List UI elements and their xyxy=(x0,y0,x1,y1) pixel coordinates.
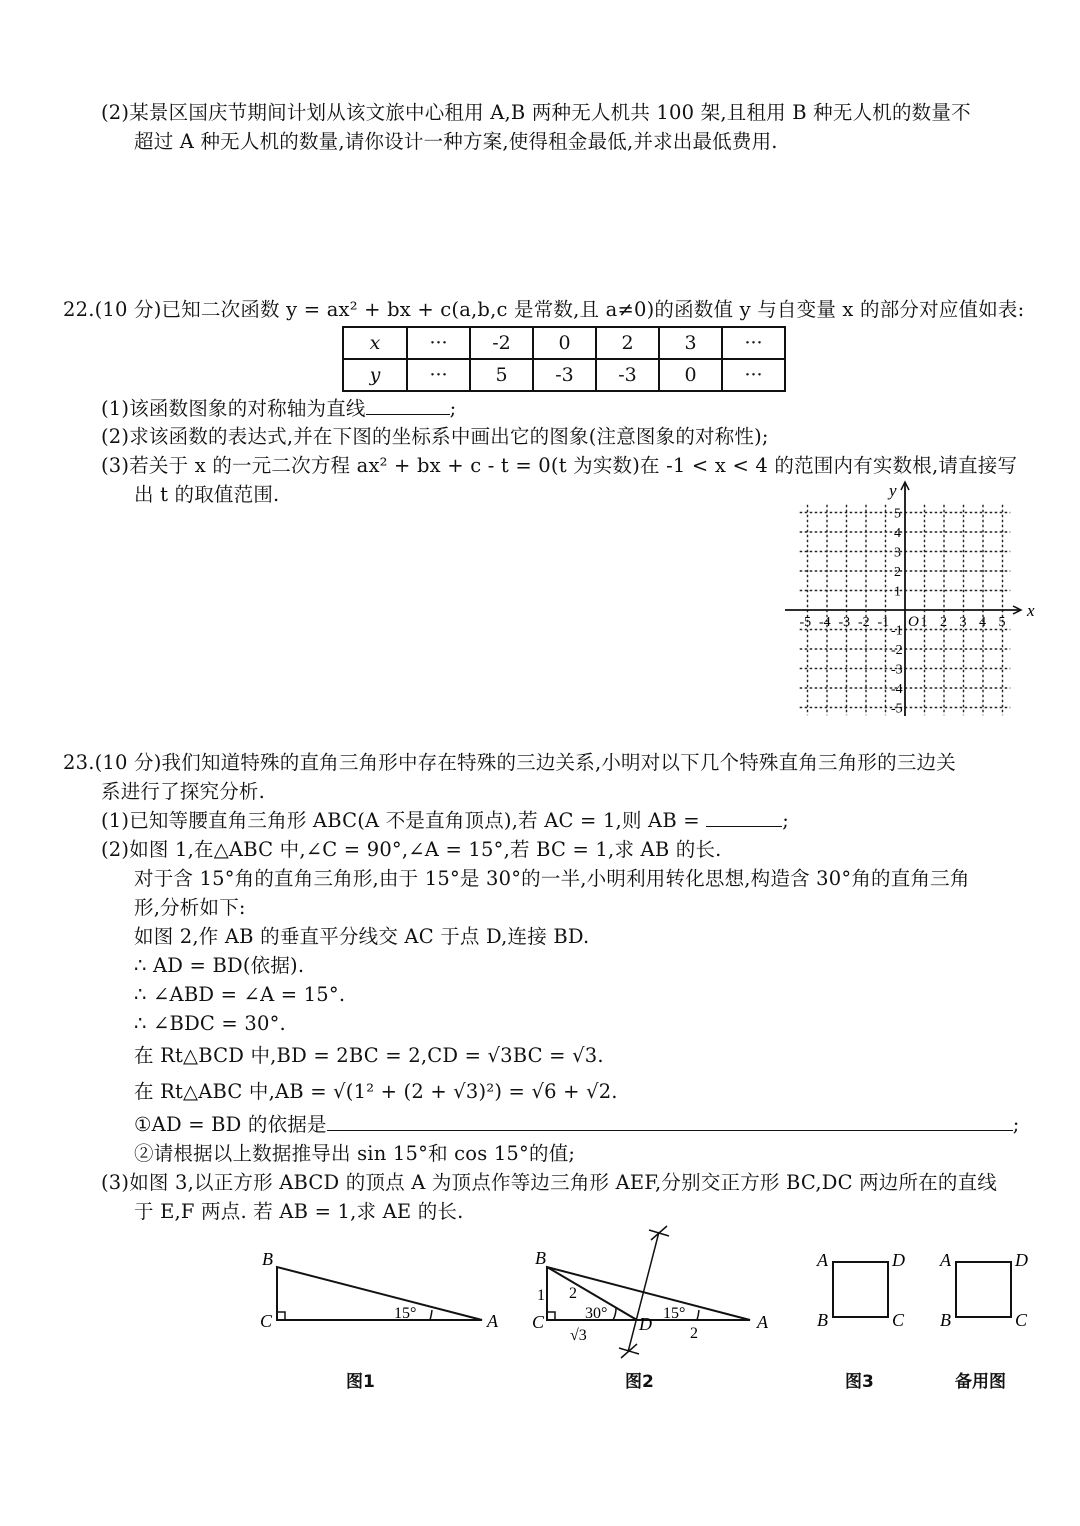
q22-stem: 22.(10 分)已知二次函数 y = ax² + bx + c(a,b,c 是常数,且 a≠0)的函数值 y 与自变量 x 的部分对应值如表: xyxy=(63,298,1025,321)
vertex-c-label: C xyxy=(1015,1310,1028,1330)
square-abcd xyxy=(833,1262,888,1317)
vertex-a-label: A xyxy=(817,1250,828,1270)
table-cell: x xyxy=(343,327,407,359)
table-cell: -3 xyxy=(596,359,659,391)
answer-blank[interactable] xyxy=(327,1112,1013,1131)
vertex-a-label: A xyxy=(487,1311,498,1331)
angle-30-label: 30° xyxy=(585,1305,608,1322)
q23-step1: 如图 2,作 AB 的垂直平分线交 AC 于点 D,连接 BD. xyxy=(134,925,590,948)
x-tick-label: 3 xyxy=(959,615,967,630)
figure-3 xyxy=(815,1250,915,1340)
length-cd-label: √3 xyxy=(570,1327,587,1344)
table-cell: 3 xyxy=(659,327,722,359)
right-angle-mark xyxy=(277,1312,285,1320)
q23-stem-line1: 23.(10 分)我们知道特殊的直角三角形中存在特殊的三边关系,小明对以下几个特殊直角三角形的三边关 xyxy=(63,751,956,774)
table-cell: -2 xyxy=(470,327,533,359)
y-tick-label: -2 xyxy=(891,643,903,658)
vertex-b-label: B xyxy=(817,1310,828,1330)
q23-question-a-end: ; xyxy=(1012,1113,1020,1136)
q23-analysis-line1: 对于含 15°角的直角三角形,由于 15°是 30°的一半,小明利用转化思想,构造含 30°角的直角三角 xyxy=(134,867,970,890)
table-cell: ··· xyxy=(722,327,785,359)
q23-step5: 在 Rt△BCD 中,BD = 2BC = 2,CD = √3BC = √3. xyxy=(134,1044,604,1067)
x-tick-label: -5 xyxy=(799,615,812,630)
length-da-label: 2 xyxy=(690,1325,698,1342)
angle-15-label: 15° xyxy=(663,1305,686,1322)
angle-arc-30 xyxy=(613,1308,616,1320)
answer-blank[interactable] xyxy=(706,808,782,827)
figure-1 xyxy=(252,1245,512,1355)
y-tick-label: 1 xyxy=(894,584,901,600)
x-tick-label: 4 xyxy=(979,615,986,630)
table-cell: y xyxy=(343,359,407,391)
x-tick-label: -4 xyxy=(819,615,831,630)
y-tick-label: -4 xyxy=(891,682,903,697)
q22-part1 xyxy=(101,396,456,422)
vertex-c-label: C xyxy=(892,1310,905,1330)
figure-1-caption: 图1 xyxy=(346,1372,375,1392)
vertex-a-label: A xyxy=(940,1250,951,1270)
answer-blank[interactable] xyxy=(366,396,450,415)
angle-arc-15 xyxy=(697,1310,699,1320)
x-tick-label: -2 xyxy=(858,615,870,630)
y-tick-label: 5 xyxy=(894,506,901,522)
x-tick-label: 2 xyxy=(940,615,947,630)
y-tick-label: -5 xyxy=(891,701,903,717)
q23-question-a xyxy=(134,1112,1019,1138)
q22-part3-line1: (3)若关于 x 的一元二次方程 ax² + bx + c - t = 0(t 为实数)在 -1 < x < 4 的范围内有实数根,请直接写 xyxy=(101,454,1018,477)
table-cell: -3 xyxy=(533,359,596,391)
vertex-d-label: D xyxy=(1015,1250,1028,1270)
q22-part3-line2: 出 t 的取值范围. xyxy=(134,483,280,506)
table-cell: ··· xyxy=(407,359,470,391)
x-axis-label: x xyxy=(1027,601,1035,620)
vertex-c-label: C xyxy=(260,1311,273,1331)
origin-label: O xyxy=(908,614,919,630)
figure-2-caption: 图2 xyxy=(625,1372,654,1392)
q23-step2: ∴ AD = BD(依据). xyxy=(134,954,305,977)
q23-step3: ∴ ∠ABD = ∠A = 15°. xyxy=(134,983,346,1006)
value-table xyxy=(342,326,786,392)
q23-question-b: ②请根据以上数据推导出 sin 15°和 cos 15°的值; xyxy=(134,1142,576,1165)
q23-part2: (2)如图 1,在△ABC 中,∠C = 90°,∠A = 15°,若 BC = 1,求 AB 的长. xyxy=(101,838,722,861)
x-tick-label: -1 xyxy=(877,615,890,630)
y-tick-label: 4 xyxy=(894,526,901,541)
square-abcd xyxy=(956,1262,1011,1317)
vertex-d-label: D xyxy=(892,1250,905,1270)
length-bc-label: 1 xyxy=(537,1287,545,1304)
q23-part3-line1: (3)如图 3,以正方形 ABCD 的顶点 A 为顶点作等边三角形 AEF,分别交正方形 BC,DC 两边所在的直线 xyxy=(101,1171,998,1194)
triangle-abc xyxy=(277,1267,482,1320)
table-row-x xyxy=(343,327,785,359)
y-axis-label: y xyxy=(889,481,897,500)
table-cell: 0 xyxy=(659,359,722,391)
q23-part1-end: ; xyxy=(782,809,789,832)
vertex-b-label: B xyxy=(940,1310,951,1330)
x-tick-label: 5 xyxy=(998,615,1006,630)
q23-step4: ∴ ∠BDC = 30°. xyxy=(134,1012,286,1035)
q23-question-a-text: ①AD = BD 的依据是 xyxy=(134,1113,327,1136)
q22-part1-text: (1)该函数图象的对称轴为直线 xyxy=(101,397,366,420)
y-tick-label: -3 xyxy=(891,662,903,678)
vertex-b-label: B xyxy=(262,1249,273,1269)
vertex-c-label: C xyxy=(532,1312,545,1332)
y-tick-label: 2 xyxy=(894,565,901,580)
table-cell: ··· xyxy=(407,327,470,359)
q22-part2: (2)求该函数的表达式,并在下图的坐标系中画出它的图象(注意图象的对称性); xyxy=(101,425,769,448)
q22-part1-end: ; xyxy=(449,397,457,420)
q23-stem-line2: 系进行了探究分析. xyxy=(101,780,265,803)
right-angle-mark xyxy=(547,1312,555,1320)
table-cell: 5 xyxy=(470,359,533,391)
q23-step6: 在 Rt△ABC 中,AB = √(1² + (2 + √3)²) = √6 + √2. xyxy=(134,1080,618,1103)
figure-3-caption: 图3 xyxy=(845,1372,874,1392)
q23-part3-line2: 于 E,F 两点. 若 AB = 1,求 AE 的长. xyxy=(134,1200,464,1223)
table-cell: 0 xyxy=(533,327,596,359)
tick-labels xyxy=(800,481,1036,717)
y-tick-label: 3 xyxy=(894,545,901,561)
angle-label: 15° xyxy=(394,1305,417,1322)
angle-arc xyxy=(430,1310,432,1320)
axes xyxy=(785,482,1021,716)
y-tick-label: -1 xyxy=(891,623,903,639)
vertex-d-label: D xyxy=(639,1314,652,1334)
perpendicular-bisector xyxy=(628,1232,659,1352)
arc-mark-top xyxy=(649,1226,669,1240)
figure-2 xyxy=(525,1222,785,1362)
q21-part2-line2: 超过 A 种无人机的数量,请你设计一种方案,使得租金最低,并求出最低费用. xyxy=(134,130,778,153)
table-row-y xyxy=(343,359,785,391)
table-cell: 2 xyxy=(596,327,659,359)
length-bd-label: 2 xyxy=(569,1285,577,1302)
x-tick-label: 1 xyxy=(920,615,928,630)
q23-analysis-line2: 形,分析如下: xyxy=(134,896,246,919)
q23-part1-text: (1)已知等腰直角三角形 ABC(A 不是直角顶点),若 AC = 1,则 AB = xyxy=(101,809,700,832)
coordinate-grid xyxy=(785,480,1045,720)
vertex-a-label: A xyxy=(757,1312,768,1332)
q23-part1 xyxy=(101,808,789,834)
vertex-b-label: B xyxy=(535,1248,546,1268)
figure-spare xyxy=(938,1250,1038,1340)
figure-spare-caption: 备用图 xyxy=(955,1372,1006,1392)
q21-part2-line1: (2)某景区国庆节期间计划从该文旅中心租用 A,B 两种无人机共 100 架,且租用 B 种无人机的数量不 xyxy=(101,101,971,124)
x-tick-label: -3 xyxy=(838,615,851,630)
table-cell: ··· xyxy=(722,359,785,391)
